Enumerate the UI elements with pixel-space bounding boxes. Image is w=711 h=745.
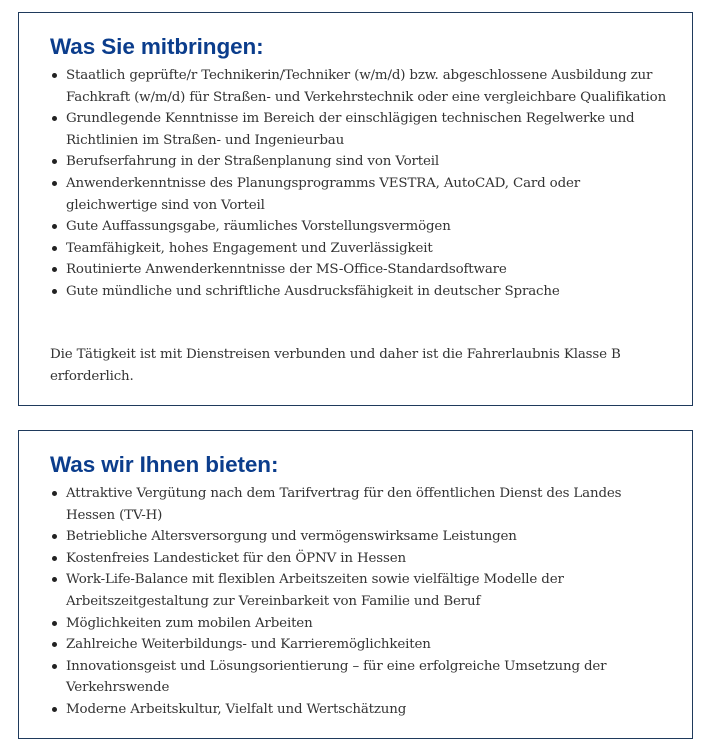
- bullet-icon: [52, 116, 57, 121]
- list-item: [50, 173, 670, 216]
- list-item-text: Innovationsgeist und Lösungsorientierung – für eine erfolgreiche Umsetzung der Verkehrswende: [66, 658, 607, 696]
- offer-list: [50, 483, 670, 721]
- bullet-icon: [52, 491, 57, 496]
- bullet-icon: [52, 642, 57, 647]
- list-item-text: Routinierte Anwenderkenntnisse der MS-Office-Standardsoftware: [66, 262, 507, 278]
- list-item: [50, 151, 670, 173]
- list-item: [50, 548, 670, 570]
- bullet-icon: [52, 246, 57, 251]
- bullet-icon: [52, 289, 57, 294]
- requirements-list: [50, 65, 670, 303]
- list-item: [50, 259, 670, 281]
- list-item: [50, 238, 670, 260]
- list-item-text: Gute Auffassungsgabe, räumliches Vorstellungsvermögen: [66, 219, 451, 235]
- requirements-card: [18, 12, 693, 406]
- list-item-text: Attraktive Vergütung nach dem Tarifvertrag für den öffentlichen Dienst des Landes Hessen (TV-H): [66, 486, 622, 523]
- list-item-text: Zahlreiche Weiterbildungs- und Karrieremöglichkeiten: [66, 637, 431, 653]
- list-item-text: Gute mündliche und schriftliche Ausdrucksfähigkeit in deutscher Sprache: [66, 283, 560, 299]
- offer-heading: Was wir Ihnen bieten:: [50, 452, 279, 477]
- list-item-text: Staatlich geprüfte/r Technikerin/Techniker (w/m/d) bzw. abgeschlossene Ausbildung zur Fachkraft (w/m/d) für Straßen- und Verkehrstechnik oder eine vergleichbare Qualifikation: [66, 68, 667, 105]
- list-item-text: Moderne Arbeitskultur, Vielfalt und Wertschätzung: [66, 701, 407, 717]
- list-item: [50, 65, 670, 108]
- list-item-text: Work-Life-Balance mit flexiblen Arbeitszeiten sowie vielfältige Modelle der Arbeitszeitgestaltung zur Vereinbarkeit von Familie und Beruf: [66, 572, 564, 609]
- list-item-text: Kostenfreies Landesticket für den ÖPNV in Hessen: [66, 550, 406, 566]
- list-item: [50, 526, 670, 548]
- list-item: [50, 216, 670, 238]
- list-item: [50, 699, 670, 721]
- bullet-icon: [52, 621, 57, 626]
- list-item: [50, 569, 670, 612]
- bullet-icon: [52, 267, 57, 272]
- list-item-text: Möglichkeiten zum mobilen Arbeiten: [66, 615, 313, 631]
- bullet-icon: [52, 73, 57, 78]
- requirements-heading: Was Sie mitbringen:: [50, 34, 264, 59]
- list-item-text: Anwenderkenntnisse des Planungsprogramms VESTRA, AutoCAD, Card oder gleichwertige sind von Vorteil: [66, 175, 581, 213]
- list-item-text: Berufserfahrung in der Straßenplanung sind von Vorteil: [66, 154, 440, 170]
- list-item: [50, 281, 670, 303]
- list-item-text: Grundlegende Kenntnisse im Bereich der einschlägigen technischen Regelwerke und Richtlinien im Straßen- und Ingenieurbau: [66, 111, 635, 148]
- list-item: [50, 613, 670, 635]
- list-item: [50, 483, 670, 526]
- bullet-icon: [52, 534, 57, 539]
- bullet-icon: [52, 577, 57, 582]
- bullet-icon: [52, 556, 57, 561]
- list-item: [50, 656, 670, 699]
- bullet-icon: [52, 664, 57, 669]
- list-item: [50, 634, 670, 656]
- bullet-icon: [52, 707, 57, 712]
- bullet-icon: [52, 224, 57, 229]
- driving-license-note: Die Tätigkeit ist mit Dienstreisen verbunden und daher ist die Fahrerlaubnis Klasse B erforderlich.: [50, 347, 621, 384]
- offer-card: [18, 430, 693, 739]
- list-item-text: Teamfähigkeit, hohes Engagement und Zuverlässigkeit: [66, 240, 433, 256]
- bullet-icon: [52, 181, 57, 186]
- list-item-text: Betriebliche Altersversorgung und vermögenswirksame Leistungen: [66, 529, 517, 545]
- list-item: [50, 108, 670, 151]
- bullet-icon: [52, 159, 57, 164]
